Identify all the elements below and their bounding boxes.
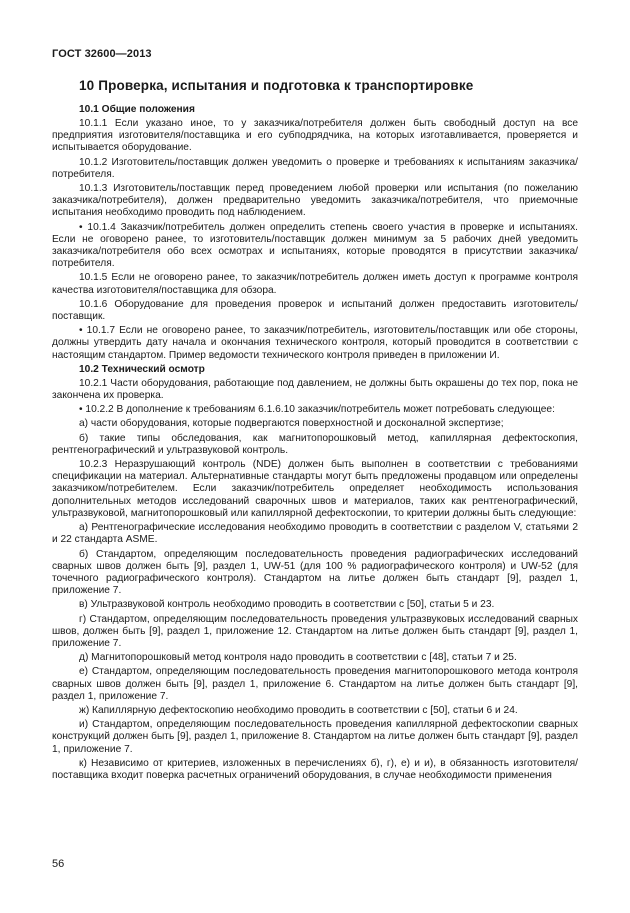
paragraph: 10.1.6 Оборудование для проведения проверок и испытаний должен предоставить изготовитель/поставщик. (52, 298, 578, 323)
paragraph: е) Стандартом, определяющим последовательность проведения магнитопорошкового метода контроля сварных швов должен быть [9], раздел 1, приложение 6. Стандартом на литье должен быть стандарт [9], раздел 1, приложение 7. (52, 666, 578, 702)
paragraph: к) Независимо от критериев, изложенных в перечислениях б), г), е) и и), в обязанность изготовителя/поставщика входит поверка расчетных ограничений оборудования, в случае необходимости применения (52, 757, 578, 781)
paragraph: • 10.1.7 Если не оговорено ранее, то заказчик/потребитель, изготовитель/поставщик или обе стороны, должны утвердить дату начала и окончания технического контроля, который проводится в соответствии с настоящим стандартом. Пример ведомости технического контроля приведен в приложении И. (52, 325, 578, 361)
paragraph: б) Стандартом, определяющим последовательность проведения радиографических исследований сварных швов должен быть [9], раздел 1, UW-51 (для 100 % радиографического контроля) и UW-52 (для точечного радиографического контроля). Стандартом на литье должен быть стандарт [9], раздел 1, приложение 7. (52, 548, 578, 597)
paragraph: 10.2.1 Части оборудования, работающие под давлением, не должны быть окрашены до тех пор, пока не закончена их проверка. (52, 377, 578, 402)
paragraph: а) Рентгенографические исследования необходимо проводить в соответствии с разделом V, статьями 2 и 22 стандарта ASME. (52, 522, 578, 546)
chapter-title: 10 Проверка, испытания и подготовка к транспортировке (79, 78, 474, 93)
paragraph: а) части оборудования, которые подвергаются поверхностной и досконалной экспертизе; (79, 418, 504, 430)
paragraph: 10.1.2 Изготовитель/поставщик должен уведомить о проверке и требованиях к испытаниям заказчика/потребителя. (52, 156, 578, 180)
paragraph: ж) Капиллярную дефектоскопию необходимо проводить в соответствии с [50], статьи 6 и 24. (79, 704, 518, 716)
section-title: 10.1 Общие положения (79, 104, 195, 115)
paragraph: • 10.2.2 В дополнение к требованиям 6.1.6.10 заказчик/потребитель может потребовать следующее: (79, 404, 555, 416)
paragraph: б) такие типы обследования, как магнитопорошковый метод, капиллярная дефектоскопия, рентгенографический и ультразвуковой контроль. (52, 432, 578, 456)
paragraph: • 10.1.4 Заказчик/потребитель должен определить степень своего участия в проверке и испытаниях. Если не оговорено ранее, то изготовитель/поставщик должен минимум за 5 рабочих дней уведомить заказчика/потребителя обо всех осмотрах и испытаниях, которые проводятся в присутствии заказчика/потребителя. (52, 221, 578, 270)
paragraph: 10.1.5 Если не оговорено ранее, то заказчик/потребитель должен иметь доступ к программе контроля качества изготовителя/поставщика для обзора. (52, 272, 578, 296)
paragraph: г) Стандартом, определяющим последовательность проведения ультразвуковых исследований сварных швов, должен быть [9], раздел 1, приложение 12. Стандартом на литье должен быть стандарт [9], раздел 1, приложение 7. (52, 613, 578, 649)
page-number: 56 (52, 858, 65, 870)
paragraph: 10.1.1 Если указано иное, то у заказчика/потребителя должен быть свободный доступ на все предприятия изготовителя/поставщика и его субподрядчика, на которых изготавливается, проверяется и испытывается оборудование. (52, 118, 578, 154)
page-content (52, 78, 578, 784)
section-title: 10.2 Технический осмотр (79, 363, 205, 375)
paragraph: 10.1.3 Изготовитель/поставщик перед проведением любой проверки или испытания (по пожеланию заказчика/потребителя), должен предварительно уведомить заказчика/потребителя, что приемочные испытания необходимо проводить под наблюдением. (52, 183, 578, 219)
paragraph: 10.2.3 Неразрушающий контроль (NDE) должен быть выполнен в соответствии с требованиями спецификации на материал. Альтернативные стандарты могут быть предложены продавцом или определены заказчиком/потребителем. Если заказчик/потребитель определяет необходимость использования дополнительных методов исследований сварочных швов и материалов, таких как рентгенографический, ультразвуковой, магнитопорошковый или капиллярной дефектоскопии, то критерии должны быть следующие: (52, 459, 578, 519)
paragraph: д) Магнитопорошковый метод контроля надо проводить в соответствии с [48], статьи 7 и 25. (79, 652, 517, 664)
standard-header: ГОСТ 32600—2013 (52, 48, 152, 60)
paragraph: и) Стандартом, определяющим последовательность проведения капиллярной дефектоскопии сварных конструкций должен быть [9], раздел 1, приложение 8. Стандартом на литье должен быть стандарт [9], раздел 1, приложение 7. (52, 719, 578, 755)
paragraph: в) Ультразвуковой контроль необходимо проводить в соответствии с [50], статьи 5 и 23. (79, 599, 495, 611)
